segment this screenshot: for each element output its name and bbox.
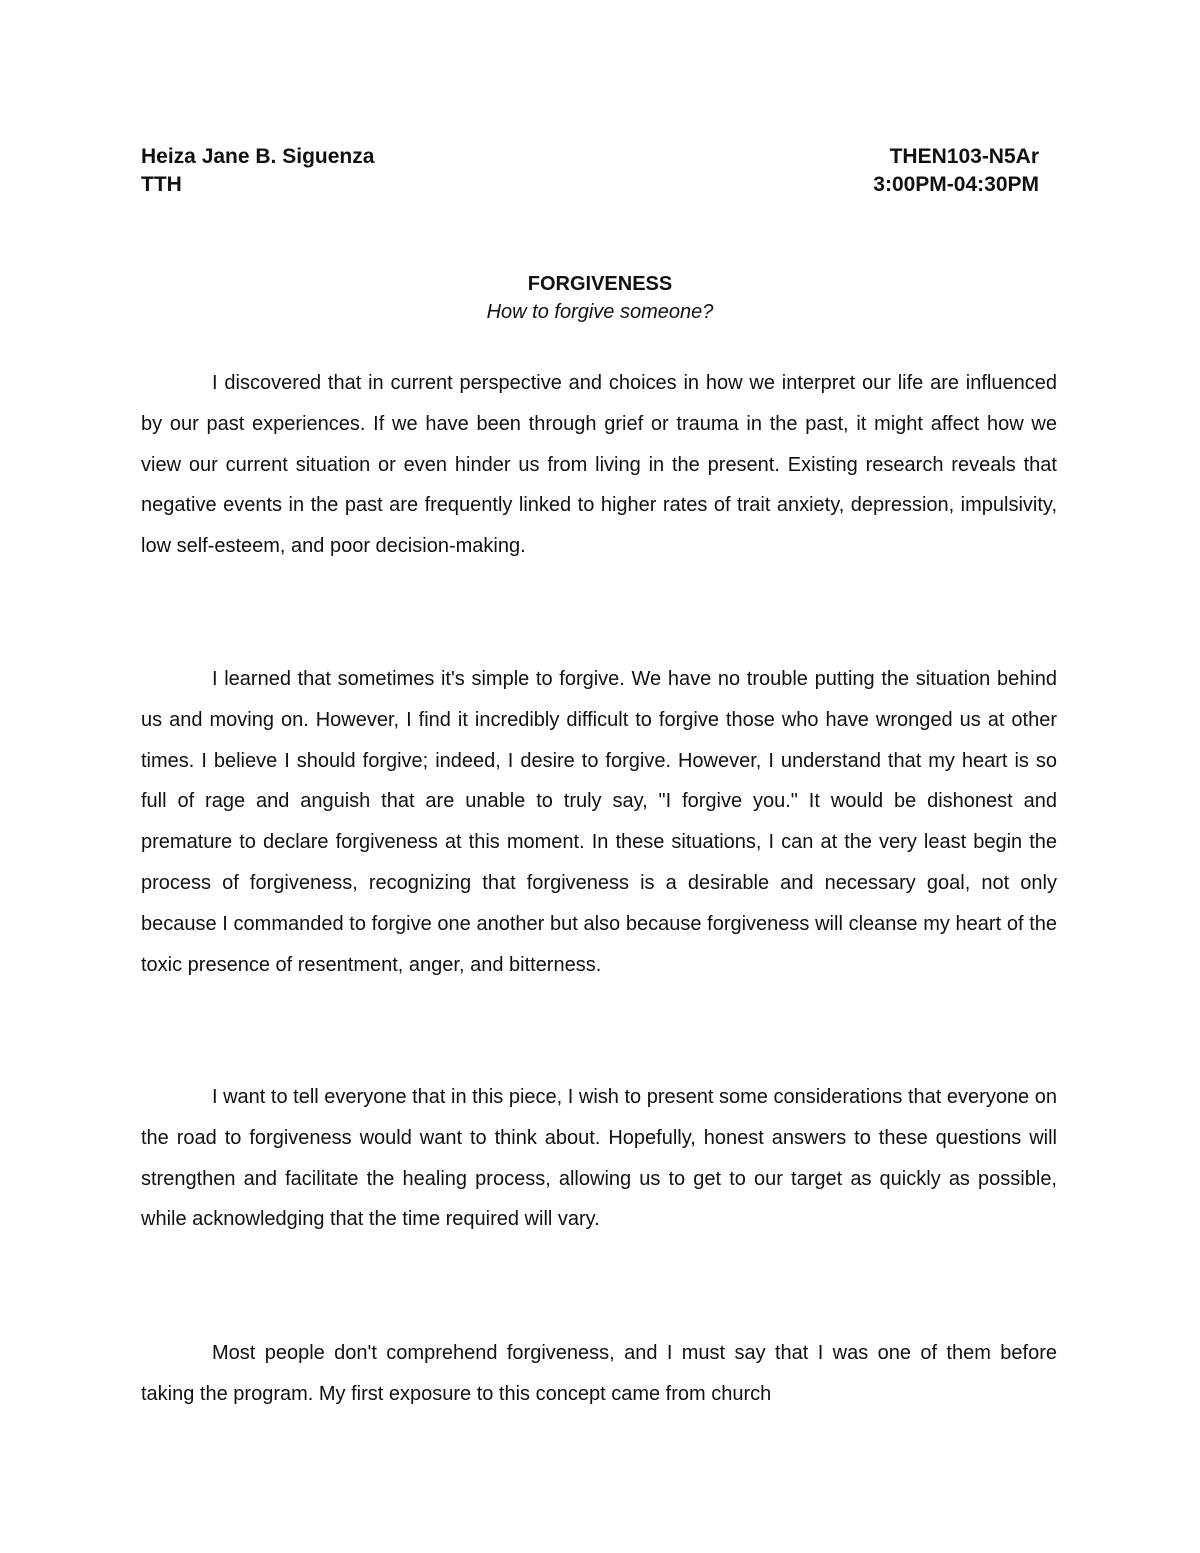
course-code: THEN103-N5Ar [889,145,1039,168]
body-paragraph: I discovered that in current perspective and choices in how we interpret our life are influenced by our past experiences. If we have been through grief or trauma in the past, it might affect how we view our current situation or even hinder us from living in the present. Existing research reveals that negative events in the past are frequently linked to higher rates of trait anxiety, depression, impulsivity, low self-esteem, and poor decision-making. [141,372,1057,558]
body-paragraph: I want to tell everyone that in this piece, I wish to present some considerations that everyone on the road to forgiveness would want to think about. Hopefully, honest answers to these questions will strengthen and facilitate the healing process, allowing us to get to our target as quickly as possible, while acknowledging that the time required will vary. [141,1086,1057,1231]
schedule-time: 3:00PM-04:30PM [873,173,1039,196]
body-paragraph: I learned that sometimes it's simple to forgive. We have no trouble putting the situation behind us and moving on. However, I find it incredibly difficult to forgive those who have wronged us at other times. I believe I should forgive; indeed, I desire to forgive. However, I understand that my heart is so full of rage and anguish that are unable to truly say, "I forgive you." It would be dishonest and premature to declare forgiveness at this moment. In these situations, I can at the very least begin the process of forgiveness, recognizing that forgiveness is a desirable and necessary goal, not only because I commanded to forgive one another but also because forgiveness will cleanse my heart of the toxic presence of resentment, anger, and bitterness. [141,668,1057,976]
document-title: FORGIVENESS [527,273,673,295]
body-paragraph: Most people don't comprehend forgiveness, and I must say that I was one of them before taking the program. My first exposure to this concept came from church [141,1342,1057,1405]
student-name: Heiza Jane B. Siguenza [141,145,375,168]
schedule-days: TTH [141,173,182,196]
document-subtitle: How to forgive someone? [486,301,714,323]
